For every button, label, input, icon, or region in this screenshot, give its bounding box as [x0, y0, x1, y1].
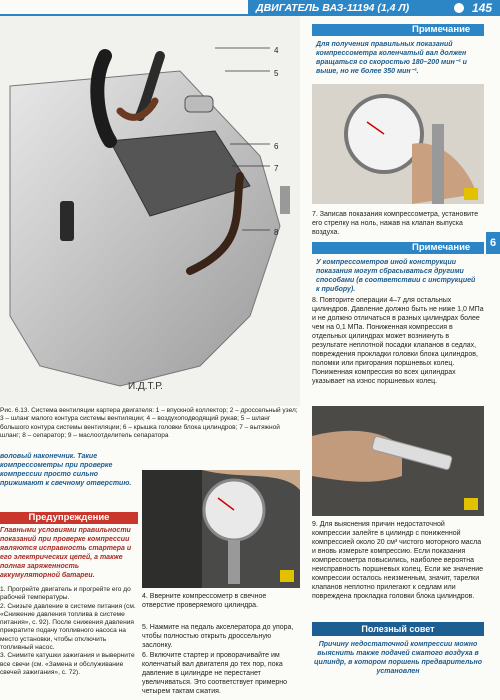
callout-6: 6: [274, 142, 279, 151]
compressometer-gauge-illustration: [312, 84, 484, 204]
step-5: 5. Нажмите на педаль акселератора до упора, чтобы полностью открыть дроссельную заслонку.: [142, 624, 294, 649]
bullet-icon: [454, 3, 464, 13]
warning-text: Главными условиями правильности показаний при проверке компрессии являются исправность стартера и его электрических цепей, а также полная заряженность аккумуляторной батареи.: [0, 527, 132, 579]
chapter-tab: 6: [486, 232, 500, 254]
callout-4: 4: [274, 46, 279, 55]
oil-fill-photo: [312, 406, 484, 516]
compressometer-note: воловый наконечник. Такие компрессометры при проверке компрессии просто сильно прижимают к свечному отверстию.: [0, 453, 132, 487]
step-4: 4. Вверните компрессометр в свечное отверстие проверяемого цилиндра.: [142, 593, 267, 609]
tip-text: Причину недостаточной компрессии можно выяснить также подачей сжатого воздуха в цилиндр, в котором поршень предварительно установлен: [313, 641, 483, 675]
note-2-heading: Примечание: [312, 242, 484, 254]
page-number: 145: [471, 1, 492, 15]
step-7: 7. Записав показания компрессометра, установите его стрелку на ноль, нажав на клапан выпуска воздуха.: [312, 211, 479, 236]
warning-heading: Предупреждение: [0, 512, 138, 524]
running-header: [248, 0, 500, 16]
figure-caption: Рис. 6.13. Система вентиляции картера двигателя: 1 – впускной коллектор; 2 – дроссельный узел; 3 – шланг малого контура системы вентиляции; 4 – воздухоподводящий рукав; 5 – шланг большого контура системы вентиляции; 6 – крышка головки блока цилиндров; 7 – вытяжной шланг; 8 – сепаратор; 9 – маслоотделитель сепаратора: [0, 407, 298, 439]
step-8: 8. Повторите операции 4–7 для остальных цилиндров. Давление должно быть не ниже 1,0 МПа и не должно отличаться в разных цилиндрах более чем на 0,1 МПа. Пониженная компрессия в отдельных цилиндрах может возникнуть в результате неплотной посадки клапанов в седлах, повреждения прокладки головки блока цилиндров, поломки или пригорания поршневых колец. Пониженная компрессия во всех цилиндрах указывает на износ поршневых колец.: [312, 297, 484, 385]
syringe-illustration: [312, 406, 484, 516]
chapter-title: ДВИГАТЕЛЬ ВАЗ-11194 (1,4 Л): [256, 2, 410, 14]
step-6: 6. Включите стартер и проворачивайте им коленчатый вал двигателя до тех пор, пока давление в цилиндре не перестанет увеличиваться. Это соответствует примерно четырем тактам сжатия.: [142, 652, 288, 695]
engine-illustration: [0, 16, 300, 406]
gauge-photo: [312, 84, 484, 204]
note-1-text: Для получения правильных показаний компрессометра коленчатый вал должен вращаться со скоростью 180–200 мин⁻¹ и выше, но не более 350 мин⁻¹.: [316, 41, 467, 75]
callout-7: 7: [274, 164, 279, 173]
header-pattern: [0, 0, 248, 16]
tip-heading: Полезный совет: [312, 622, 484, 636]
callout-5: 5: [274, 69, 279, 78]
gauge-in-engine-illustration: [142, 470, 300, 588]
callout-8: 8: [274, 228, 279, 237]
steps-1-3: 1. Прогрейте двигатель и прогрейте его до рабочей температуры. 2. Снизьте давление в системе питания (см. «Снижение давления топлива в системе питания», с. 92). После снижения давления прекратите подачу топливного насоса на место установки, чтобы отключить топливный насос. 3. Снимите катушки зажигания и выверните все свечи (см. «Замена и обслуживание свечей зажигания», с. 72).: [0, 586, 136, 676]
watermark: И.Д.Т.Р.: [128, 381, 163, 392]
note-2-text: У компрессометров иной конструкции показания могут сбрасываться другими способами (в соответствии с инструкцией к прибору).: [316, 259, 476, 293]
step-9: 9. Для выяснения причин недостаточной компрессии залейте в цилиндр с пониженной компрессией около 20 см³ чистого моторного масла и вновь измерьте компрессию. Если показания компрессометра повысились, наиболее вероятна неисправность поршневых колец. Если же значение компрессии осталось неизменным, значит, тарелки клапанов неплотно прилегают к седлам или повреждена прокладка головки блока цилиндров.: [312, 521, 483, 600]
note-1-heading: Примечание: [312, 24, 484, 36]
compressometer-photo: [142, 470, 300, 588]
engine-figure: [0, 16, 300, 406]
